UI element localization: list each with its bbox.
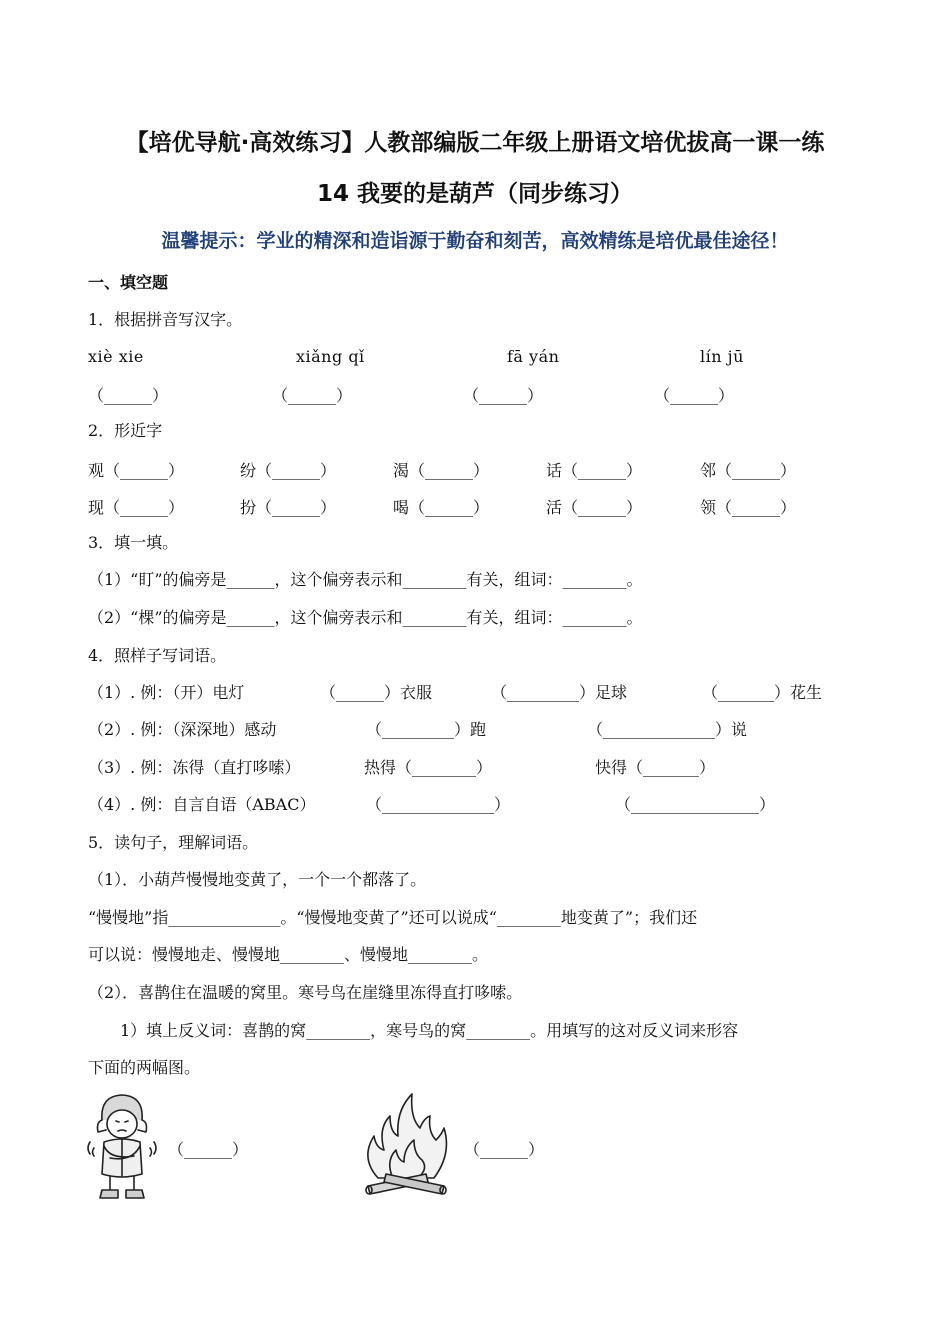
similar-char-item[interactable]: 扮（______） — [240, 498, 337, 517]
q4-example-1: （1）. 例：（开）电灯 — [88, 683, 245, 702]
similar-char-item[interactable]: 领（______） — [700, 498, 797, 517]
similar-char-item[interactable]: 纷（______） — [240, 461, 337, 480]
answer-blank-3[interactable]: （______） — [463, 386, 544, 405]
q4-blank[interactable]: （______________） — [366, 795, 511, 814]
answer-blank-4[interactable]: （______） — [654, 386, 735, 405]
pinyin-3: fā yán — [507, 347, 560, 366]
q4-blank[interactable]: （________________） — [615, 795, 776, 814]
q4-example-4: （4）. 例：自言自语（ABAC） — [88, 795, 316, 814]
q4-blank[interactable]: 热得（________） — [364, 758, 493, 777]
picture-1-answer[interactable]: （______） — [168, 1140, 249, 1159]
picture-2-answer[interactable]: （______） — [464, 1140, 545, 1159]
q5-sentence-1-task[interactable]: “慢慢地”指______________。“慢慢地变黄了”还可以说成“________地变黄了”；我们还 — [88, 908, 698, 927]
similar-char-item[interactable]: 话（______） — [546, 461, 643, 480]
q2-label: 2．形近字 — [88, 421, 163, 440]
q4-label: 4．照样子写词语。 — [88, 646, 227, 665]
q4-example-3: （3）. 例：冻得（直打哆嗦） — [88, 758, 301, 777]
worksheet-title: 【培优导航·高效练习】人教部编版二年级上册语文培优拔高一课一练 — [125, 130, 825, 156]
q4-blank[interactable]: （______________）说 — [587, 720, 748, 739]
q5-label: 5．读句子，理解词语。 — [88, 833, 259, 852]
similar-char-item[interactable]: 现（______） — [88, 498, 185, 517]
lesson-title: 14 我要的是葫芦（同步练习） — [316, 181, 633, 207]
answer-blank-1[interactable]: （______） — [88, 386, 169, 405]
tip-banner: 温馨提示：学业的精深和造诣源于勤奋和刻苦，高效精练是培优最佳途径！ — [161, 230, 789, 252]
similar-char-item[interactable]: 邻（______） — [700, 461, 797, 480]
section-heading: 一、填空题 — [88, 273, 169, 292]
cold-child-illustration — [80, 1090, 164, 1204]
q4-blank[interactable]: （_______）花生 — [702, 683, 823, 702]
q5-sentence-1: （1）．小葫芦慢慢地变黄了，一个一个都落了。 — [88, 870, 427, 889]
similar-char-item[interactable]: 喝（______） — [393, 498, 490, 517]
answer-blank-2[interactable]: （______） — [272, 386, 353, 405]
pinyin-4: lín jū — [700, 347, 744, 366]
campfire-illustration — [356, 1088, 456, 1202]
pinyin-1: xiè xie — [88, 347, 144, 366]
q5-sentence-2-task-cont: 下面的两幅图。 — [88, 1058, 201, 1077]
similar-char-item[interactable]: 活（______） — [546, 498, 643, 517]
q5-sentence-2-task[interactable]: 1）填上反义词：喜鹊的窝________，寒号鸟的窝________。用填写的这对反义词来形容 — [120, 1021, 739, 1040]
similar-char-item[interactable]: 观（______） — [88, 461, 185, 480]
pinyin-2: xiǎng qǐ — [296, 347, 365, 366]
q1-label: 1．根据拼音写汉字。 — [88, 310, 243, 329]
q4-blank[interactable]: 快得（_______） — [595, 758, 716, 777]
q3-label: 3．填一填。 — [88, 533, 179, 552]
q4-example-2: （2）. 例：（深深地）感动 — [88, 720, 277, 739]
q4-blank[interactable]: （_________）足球 — [491, 683, 628, 702]
q4-blank[interactable]: （______）衣服 — [320, 683, 433, 702]
q5-sentence-2: （2）．喜鹊住在温暖的窝里。寒号鸟在崖缝里冻得直打哆嗦。 — [88, 983, 523, 1002]
q4-blank[interactable]: （_________）跑 — [366, 720, 487, 739]
similar-char-item[interactable]: 渴（______） — [393, 461, 490, 480]
q3-item-1[interactable]: （1）“盯”的偏旁是______，这个偏旁表示和________有关，组词：________。 — [88, 570, 643, 589]
q5-sentence-1-task-cont[interactable]: 可以说：慢慢地走、慢慢地________、慢慢地________。 — [88, 945, 489, 964]
q3-item-2[interactable]: （2）“棵”的偏旁是______，这个偏旁表示和________有关，组词：________。 — [88, 608, 643, 627]
